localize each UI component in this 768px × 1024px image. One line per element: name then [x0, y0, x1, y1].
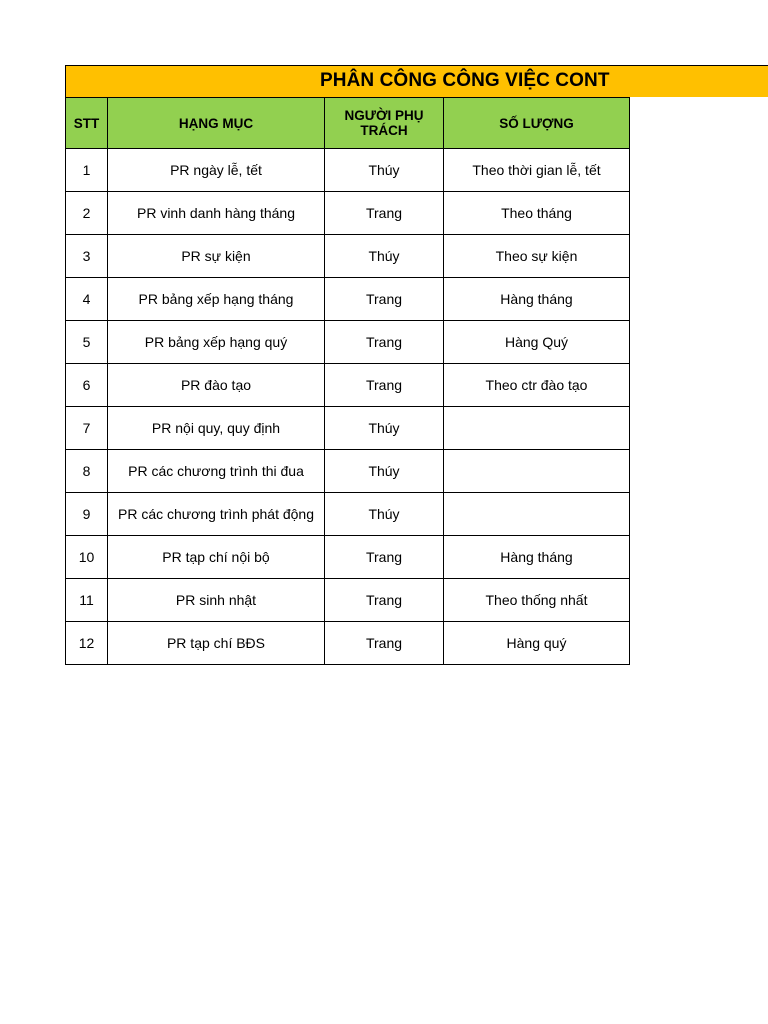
cell-stt[interactable]: 5 — [66, 321, 108, 364]
cell-stt[interactable]: 3 — [66, 235, 108, 278]
cell-person[interactable]: Trang — [325, 536, 444, 579]
cell-person[interactable]: Trang — [325, 321, 444, 364]
cell-stt[interactable]: 9 — [66, 493, 108, 536]
cell-person[interactable]: Thúy — [325, 407, 444, 450]
cell-category[interactable]: PR tạp chí BĐS — [108, 622, 325, 665]
cell-quantity[interactable]: Theo sự kiện — [444, 235, 630, 278]
cell-quantity[interactable] — [444, 407, 630, 450]
table-body — [66, 149, 630, 665]
cell-stt[interactable]: 11 — [66, 579, 108, 622]
cell-person[interactable]: Trang — [325, 579, 444, 622]
cell-quantity[interactable] — [444, 493, 630, 536]
cell-person[interactable]: Thúy — [325, 149, 444, 192]
sheet-title: PHÂN CÔNG CÔNG VIỆC CONT — [320, 70, 610, 91]
table-row — [66, 278, 630, 321]
cell-stt[interactable]: 10 — [66, 536, 108, 579]
cell-person[interactable]: Thúy — [325, 235, 444, 278]
table-row — [66, 235, 630, 278]
cell-category[interactable]: PR vinh danh hàng tháng — [108, 192, 325, 235]
cell-person[interactable]: Trang — [325, 278, 444, 321]
cell-stt[interactable]: 8 — [66, 450, 108, 493]
cell-quantity[interactable]: Hàng quý — [444, 622, 630, 665]
cell-quantity[interactable] — [444, 450, 630, 493]
table-row — [66, 536, 630, 579]
cell-quantity[interactable]: Hàng tháng — [444, 278, 630, 321]
cell-category[interactable]: PR đào tạo — [108, 364, 325, 407]
header-row — [66, 98, 630, 149]
cell-quantity[interactable]: Hàng Quý — [444, 321, 630, 364]
table-row — [66, 493, 630, 536]
cell-stt[interactable]: 6 — [66, 364, 108, 407]
cell-stt[interactable]: 1 — [66, 149, 108, 192]
table-row — [66, 579, 630, 622]
cell-stt[interactable]: 7 — [66, 407, 108, 450]
table-row — [66, 192, 630, 235]
table-row — [66, 450, 630, 493]
cell-category[interactable]: PR các chương trình phát động — [108, 493, 325, 536]
cell-person[interactable]: Trang — [325, 364, 444, 407]
table-row — [66, 407, 630, 450]
header-stt: STT — [66, 98, 108, 149]
table-row — [66, 149, 630, 192]
table-row — [66, 364, 630, 407]
cell-person[interactable]: Trang — [325, 192, 444, 235]
assignment-table — [65, 97, 630, 665]
table-row — [66, 321, 630, 364]
cell-stt[interactable]: 12 — [66, 622, 108, 665]
cell-category[interactable]: PR sinh nhật — [108, 579, 325, 622]
cell-quantity[interactable]: Theo ctr đào tạo — [444, 364, 630, 407]
header-quantity: SỐ LƯỢNG — [444, 98, 630, 149]
cell-category[interactable]: PR bảng xếp hạng tháng — [108, 278, 325, 321]
cell-category[interactable]: PR các chương trình thi đua — [108, 450, 325, 493]
cell-quantity[interactable]: Theo thời gian lễ, tết — [444, 149, 630, 192]
cell-stt[interactable]: 4 — [66, 278, 108, 321]
cell-quantity[interactable]: Theo tháng — [444, 192, 630, 235]
title-bar — [65, 65, 768, 97]
cell-category[interactable]: PR sự kiện — [108, 235, 325, 278]
cell-quantity[interactable]: Hàng tháng — [444, 536, 630, 579]
cell-category[interactable]: PR bảng xếp hạng quý — [108, 321, 325, 364]
cell-quantity[interactable]: Theo thống nhất — [444, 579, 630, 622]
cell-category[interactable]: PR tạp chí nội bộ — [108, 536, 325, 579]
header-person: NGƯỜI PHỤ TRÁCH — [325, 98, 444, 149]
cell-person[interactable]: Thúy — [325, 450, 444, 493]
cell-person[interactable]: Thúy — [325, 493, 444, 536]
header-category: HẠNG MỤC — [108, 98, 325, 149]
cell-category[interactable]: PR nội quy, quy định — [108, 407, 325, 450]
cell-person[interactable]: Trang — [325, 622, 444, 665]
cell-category[interactable]: PR ngày lễ, tết — [108, 149, 325, 192]
cell-stt[interactable]: 2 — [66, 192, 108, 235]
table-row — [66, 622, 630, 665]
